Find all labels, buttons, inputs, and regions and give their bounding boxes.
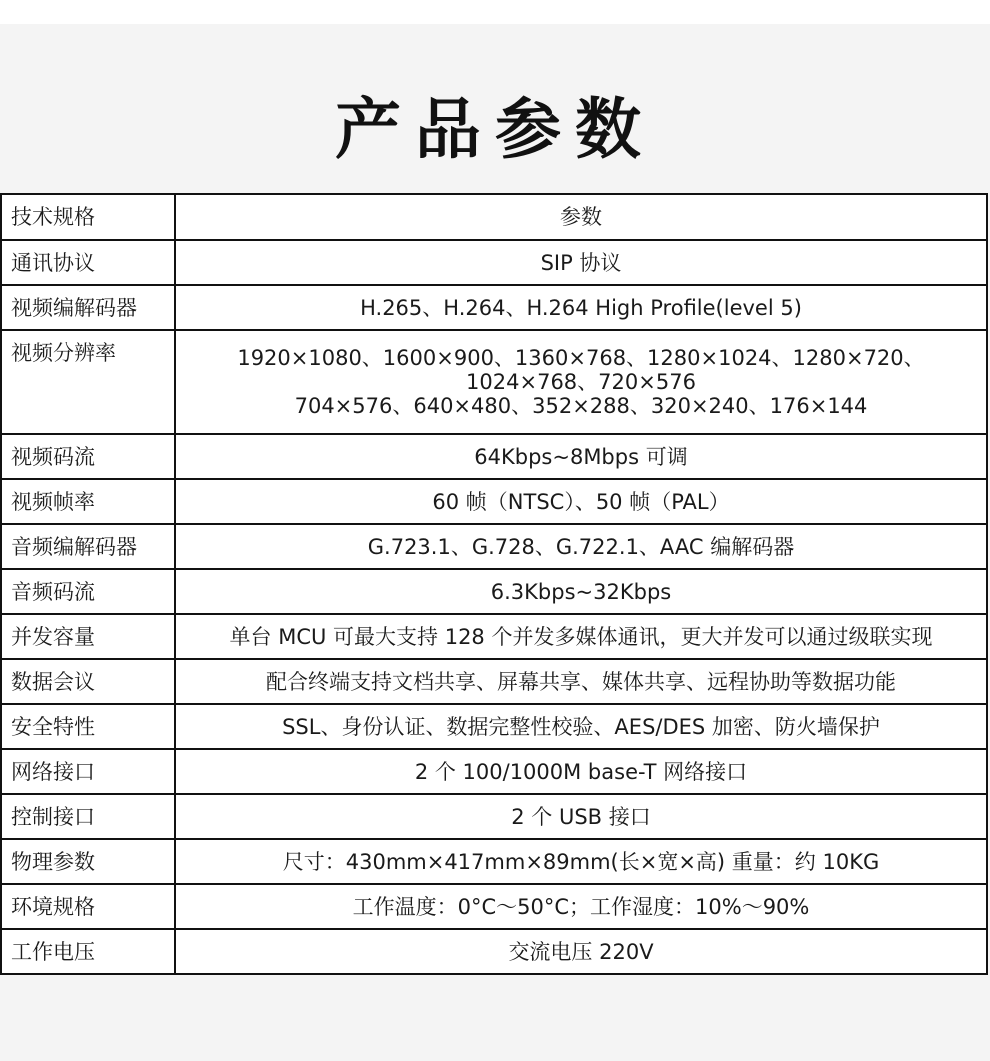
table-row: [1, 285, 987, 330]
row-value: 配合终端支持文档共享、屏幕共享、媒体共享、远程协助等数据功能: [175, 659, 987, 704]
header-key: 技术规格: [1, 194, 175, 240]
resolution-line: 1024×768、720×576: [466, 370, 696, 394]
row-key: 音频编解码器: [1, 524, 175, 569]
row-value: 64Kbps~8Mbps 可调: [175, 434, 987, 479]
table-row: [1, 704, 987, 749]
table-row: [1, 839, 987, 884]
row-key: 视频分辨率: [1, 330, 175, 434]
resolution-line: 704×576、640×480、352×288、320×240、176×144: [294, 394, 868, 418]
table-row: [1, 884, 987, 929]
header-value: 参数: [175, 194, 987, 240]
row-key: 网络接口: [1, 749, 175, 794]
row-key: 音频码流: [1, 569, 175, 614]
table-row: [1, 749, 987, 794]
table-row: [1, 240, 987, 285]
row-key: 通讯协议: [1, 240, 175, 285]
row-key: 并发容量: [1, 614, 175, 659]
row-key: 环境规格: [1, 884, 175, 929]
row-value: 交流电压 220V: [175, 929, 987, 974]
row-value: 工作温度：0°C～50°C；工作湿度：10%～90%: [175, 884, 987, 929]
row-value: SIP 协议: [175, 240, 987, 285]
table-row: [1, 569, 987, 614]
row-key: 工作电压: [1, 929, 175, 974]
table-row: [1, 929, 987, 974]
table-row: [1, 794, 987, 839]
table-row: [1, 479, 987, 524]
row-key: 物理参数: [1, 839, 175, 884]
row-key: 数据会议: [1, 659, 175, 704]
table-row: [1, 330, 987, 434]
table-row: [1, 434, 987, 479]
table-header-row: [1, 194, 987, 240]
row-value: [175, 330, 987, 434]
row-value: 2 个 USB 接口: [175, 794, 987, 839]
row-key: 视频帧率: [1, 479, 175, 524]
row-key: 视频码流: [1, 434, 175, 479]
row-key: 安全特性: [1, 704, 175, 749]
resolution-line: 1920×1080、1600×900、1360×768、1280×1024、1280×720、: [237, 346, 925, 370]
top-strip: [0, 0, 990, 24]
row-value: 尺寸：430mm×417mm×89mm(长×宽×高) 重量：约 10KG: [175, 839, 987, 884]
spec-table: [0, 193, 988, 975]
row-value: G.723.1、G.728、G.722.1、AAC 编解码器: [175, 524, 987, 569]
table-row: [1, 524, 987, 569]
row-value: 2 个 100/1000M base-T 网络接口: [175, 749, 987, 794]
table-row: [1, 659, 987, 704]
row-value: SSL、身份认证、数据完整性校验、AES/DES 加密、防火墙保护: [175, 704, 987, 749]
row-value: H.265、H.264、H.264 High Profile(level 5): [175, 285, 987, 330]
row-value: 单台 MCU 可最大支持 128 个并发多媒体通讯，更大并发可以通过级联实现: [175, 614, 987, 659]
row-key: 视频编解码器: [1, 285, 175, 330]
page-title: 产品参数: [335, 91, 655, 168]
table-row: [1, 614, 987, 659]
row-key: 控制接口: [1, 794, 175, 839]
row-value: 60 帧（NTSC）、50 帧（PAL）: [175, 479, 987, 524]
row-value: 6.3Kbps~32Kbps: [175, 569, 987, 614]
